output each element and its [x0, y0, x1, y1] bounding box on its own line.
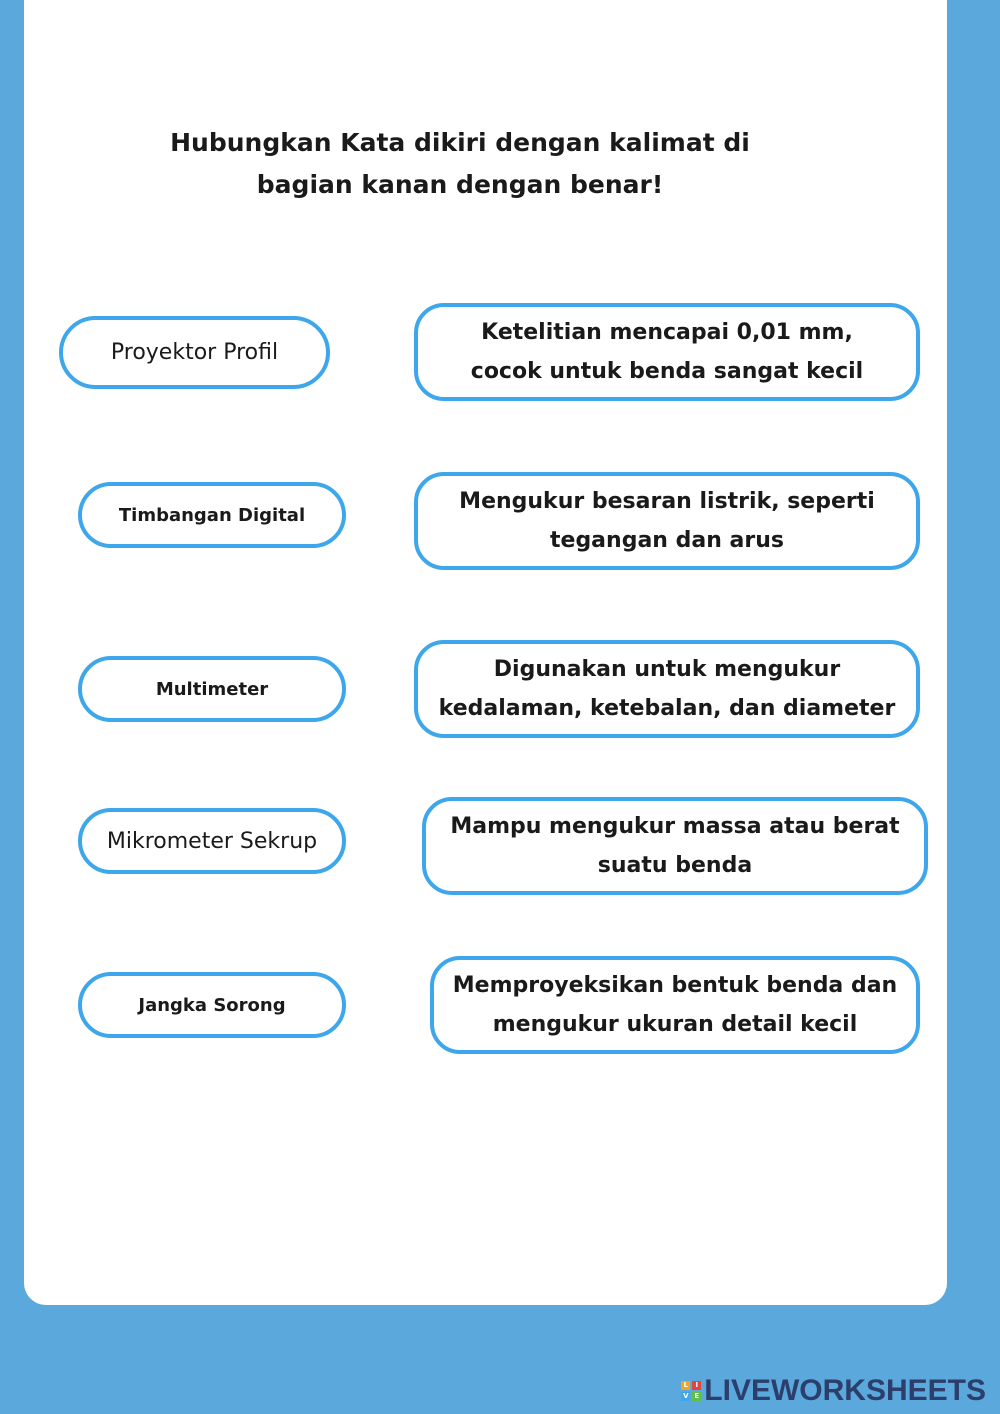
sentence-line-2: cocok untuk benda sangat kecil: [470, 359, 864, 384]
sentence-box-1[interactable]: [414, 303, 920, 401]
sentence-line-1: Mampu mengukur massa atau berat: [450, 814, 900, 839]
sentence-box-5[interactable]: [430, 956, 920, 1054]
mark-letter: L: [681, 1381, 690, 1390]
word-label: Jangka Sorong: [138, 994, 286, 1016]
instruction-line-1: Hubungkan Kata dikiri dengan kalimat di: [170, 128, 750, 157]
sentence-line-2: suatu benda: [597, 853, 753, 878]
mark-letter: I: [692, 1381, 701, 1390]
sentence-text: [459, 482, 875, 560]
liveworksheets-logo[interactable]: [681, 1374, 986, 1408]
sentence-line-1: Ketelitian mencapai 0,01 mm,: [481, 320, 853, 345]
sentence-line-2: mengukur ukuran detail kecil: [492, 1012, 858, 1037]
word-label: Mikrometer Sekrup: [106, 828, 318, 854]
liveworksheets-mark-icon: [681, 1381, 701, 1401]
sentence-line-1: Memproyeksikan bentuk benda dan: [452, 973, 898, 998]
sentence-box-2[interactable]: [414, 472, 920, 570]
sentence-text: [450, 807, 899, 885]
word-box-mikrometer-sekrup[interactable]: [78, 808, 346, 874]
sentence-line-2: kedalaman, ketebalan, dan diameter: [438, 696, 896, 721]
instruction-text: [160, 122, 760, 206]
sentence-box-3[interactable]: [414, 640, 920, 738]
liveworksheets-wordmark: LIVEWORKSHEETS: [704, 1374, 986, 1407]
word-box-timbangan-digital[interactable]: [78, 482, 346, 548]
sentence-line-2: tegangan dan arus: [550, 528, 784, 553]
word-box-multimeter[interactable]: [78, 656, 346, 722]
sentence-line-1: Mengukur besaran listrik, seperti: [459, 489, 875, 514]
word-box-proyektor-profil[interactable]: [59, 316, 330, 389]
word-box-jangka-sorong[interactable]: [78, 972, 346, 1038]
word-label: Proyektor Profil: [110, 340, 279, 365]
sentence-line-1: Digunakan untuk mengukur: [493, 657, 841, 682]
sentence-box-4[interactable]: [422, 797, 928, 895]
instruction-line-2: bagian kanan dengan benar!: [256, 170, 664, 199]
word-label: Timbangan Digital: [118, 504, 306, 526]
sentence-text: [439, 650, 896, 728]
mark-letter: E: [692, 1392, 701, 1401]
sentence-text: [471, 313, 863, 391]
mark-letter: V: [683, 1392, 689, 1400]
word-label: Multimeter: [155, 678, 269, 700]
sentence-text: [453, 966, 897, 1044]
